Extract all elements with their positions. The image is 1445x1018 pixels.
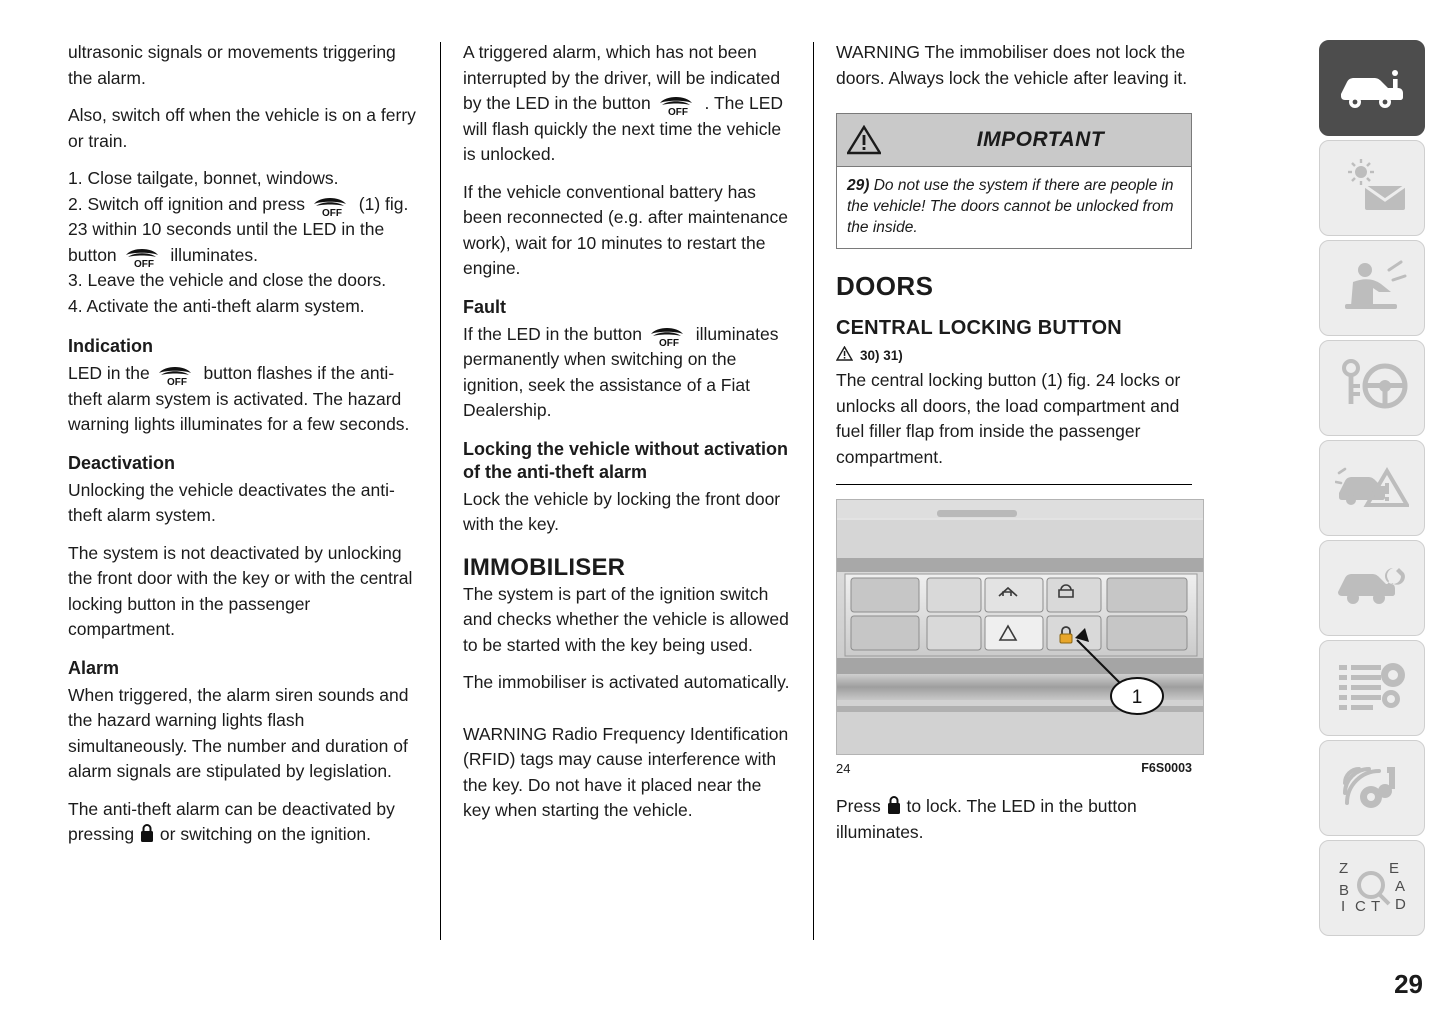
- paragraph: Unlocking the vehicle deactivates the anti-theft alarm system.: [68, 479, 395, 525]
- column-3: [814, 40, 1214, 950]
- heading-fault: Fault: [463, 296, 506, 317]
- paragraph: ultrasonic signals or movements triggering the alarm.: [68, 42, 396, 88]
- sidebar-item-lights-wipers[interactable]: [1319, 140, 1425, 236]
- figure-24: [836, 484, 1192, 776]
- sidebar-item-technical-specs[interactable]: [1319, 640, 1425, 736]
- paragraph: The central locking button (1) fig. 24 locks or unlocks all doors, the load compartment and fuel filler flap from inside the passenger compartment.: [836, 370, 1181, 467]
- svg-text:Z: Z: [1339, 859, 1349, 877]
- figure-code: F6S0003: [1141, 761, 1192, 775]
- paragraph: 3. Leave the vehicle and close the doors.: [68, 270, 387, 290]
- heading-alarm: Alarm: [68, 657, 120, 678]
- column-1: [68, 40, 440, 950]
- warning-triangle-icon: [836, 113, 890, 167]
- important-reference-number: 29): [847, 177, 870, 194]
- sidebar-item-safety[interactable]: [1319, 240, 1425, 336]
- paragraph: Lock the vehicle by locking the front door with the key.: [463, 488, 781, 534]
- text-columns: [68, 40, 1268, 950]
- paragraph: The system is part of the ignition switch and checks whether the vehicle is allowed to be started with the key being used.: [463, 583, 789, 655]
- audio-wifi-icon: [1335, 759, 1409, 818]
- paragraph: A triggered alarm, which has not been interrupted by the driver, will be indicated by the LED in the button OFF . The LED will flash quickly the next time the vehicle is unlocked.: [463, 42, 783, 164]
- alarm-off-icon: [310, 193, 354, 217]
- key-steering-icon: [1335, 358, 1409, 419]
- paragraph: If the vehicle conventional battery has been reconnected (e.g. after maintenance work), wait for 10 minutes to restart the engine.: [463, 181, 788, 278]
- sidebar-item-dashboard-info[interactable]: [1319, 40, 1425, 136]
- alarm-off-icon: [122, 244, 166, 268]
- sidebar-item-maintenance[interactable]: [1319, 540, 1425, 636]
- lights-wipers-icon: [1335, 158, 1409, 219]
- heading-deactivation: Deactivation: [68, 452, 176, 473]
- warning-triangle-car-icon: [1335, 459, 1409, 518]
- paragraph: WARNING Radio Frequency Identification (RFID) tags may cause interference with the key. Do not have it placed near the key when starting the vehicle.: [463, 723, 789, 820]
- svg-text:C: C: [1355, 897, 1366, 915]
- warning-triangle-icon: [836, 346, 853, 364]
- occupant-safety-icon: [1335, 258, 1409, 319]
- alarm-off-icon: [656, 92, 700, 116]
- heading-locking-without-alarm: Locking the vehicle without activation of the anti-theft alarm: [463, 438, 789, 482]
- heading-central-locking-button: CENTRAL LOCKING BUTTON: [836, 317, 1122, 339]
- svg-text:B: B: [1339, 881, 1350, 899]
- svg-text:A: A: [1395, 877, 1406, 895]
- important-label: IMPORTANT: [890, 113, 1192, 167]
- alarm-off-icon: [155, 362, 199, 386]
- important-callout: [836, 113, 1192, 249]
- svg-text:1: 1: [1131, 687, 1143, 708]
- heading-doors: DOORS: [836, 271, 934, 301]
- paragraph: If the LED in the button OFF illuminates permanently when switching on the ignition, seek the assistance of a Fiat Dealership.: [463, 323, 779, 420]
- paragraph: The anti-theft alarm can be deactivated by pressing or switching on the ignition.: [68, 798, 395, 844]
- paragraph: Also, switch off when the vehicle is on a ferry or train.: [68, 105, 416, 151]
- lock-icon: [139, 823, 155, 844]
- important-header: [836, 113, 1192, 167]
- alarm-off-icon: [647, 323, 691, 347]
- important-text: Do not use the system if there are people in the vehicle! The doors cannot be unlocked from the inside.: [847, 177, 1174, 236]
- paragraph: The system is not deactivated by unlocking the front door with the key or with the central locking button in the passenger compartment.: [68, 542, 413, 639]
- paragraph: 4. Activate the anti-theft alarm system.: [68, 295, 365, 316]
- list-gear-icon: [1335, 659, 1409, 718]
- svg-text:D: D: [1395, 895, 1406, 913]
- lock-icon: [886, 795, 902, 816]
- figure-image-central-locking-panel: [836, 499, 1204, 755]
- svg-text:OFF: OFF: [667, 107, 688, 116]
- svg-text:E: E: [1389, 859, 1400, 877]
- car-info-icon: [1335, 60, 1409, 117]
- heading-indication: Indication: [68, 336, 153, 356]
- svg-text:OFF: OFF: [658, 337, 679, 347]
- paragraph: Press to lock. The LED in the button illuminates.: [836, 796, 1137, 842]
- sidebar-item-index[interactable]: [1319, 840, 1425, 936]
- svg-text:OFF: OFF: [166, 377, 187, 386]
- svg-text:OFF: OFF: [133, 258, 154, 268]
- paragraph: WARNING The immobiliser does not lock the doors. Always lock the vehicle after leaving it.: [836, 42, 1188, 88]
- alphabetical-index-icon: [1333, 857, 1411, 920]
- paragraph: LED in the OFF button flashes if the anti-theft alarm system is activated. The hazard warning lights illuminates for a few seconds.: [68, 363, 410, 434]
- figure-number: 24: [836, 761, 851, 776]
- sidebar-item-starting-driving[interactable]: [1319, 340, 1425, 436]
- paragraph: 1. Close tailgate, bonnet, windows.: [68, 168, 339, 188]
- chapter-tab-strip[interactable]: [1319, 40, 1425, 940]
- svg-text:I: I: [1341, 897, 1346, 915]
- heading-immobiliser: IMMOBILISER: [463, 553, 626, 581]
- reference-notes: [836, 346, 1192, 364]
- car-wrench-icon: [1335, 560, 1409, 617]
- column-2: [441, 40, 813, 950]
- svg-text:OFF: OFF: [321, 207, 342, 217]
- paragraph: 2. Switch off ignition and press OFF (1) fig. 23 within 10 seconds until the LED in the button OFF illuminates.: [68, 193, 409, 268]
- sidebar-item-emergency[interactable]: [1319, 440, 1425, 536]
- important-body: [836, 167, 1192, 249]
- paragraph: The immobiliser is activated automatically.: [463, 672, 790, 692]
- svg-text:T: T: [1371, 897, 1381, 915]
- page-number: 29: [1394, 969, 1423, 999]
- paragraph: When triggered, the alarm siren sounds and the hazard warning lights flash simultaneously. The number and duration of alarm signals are stipulated by legislation.: [68, 684, 409, 781]
- sidebar-item-multimedia[interactable]: [1319, 740, 1425, 836]
- figure-caption: [836, 761, 1192, 776]
- reference-numbers: 30) 31): [860, 347, 903, 363]
